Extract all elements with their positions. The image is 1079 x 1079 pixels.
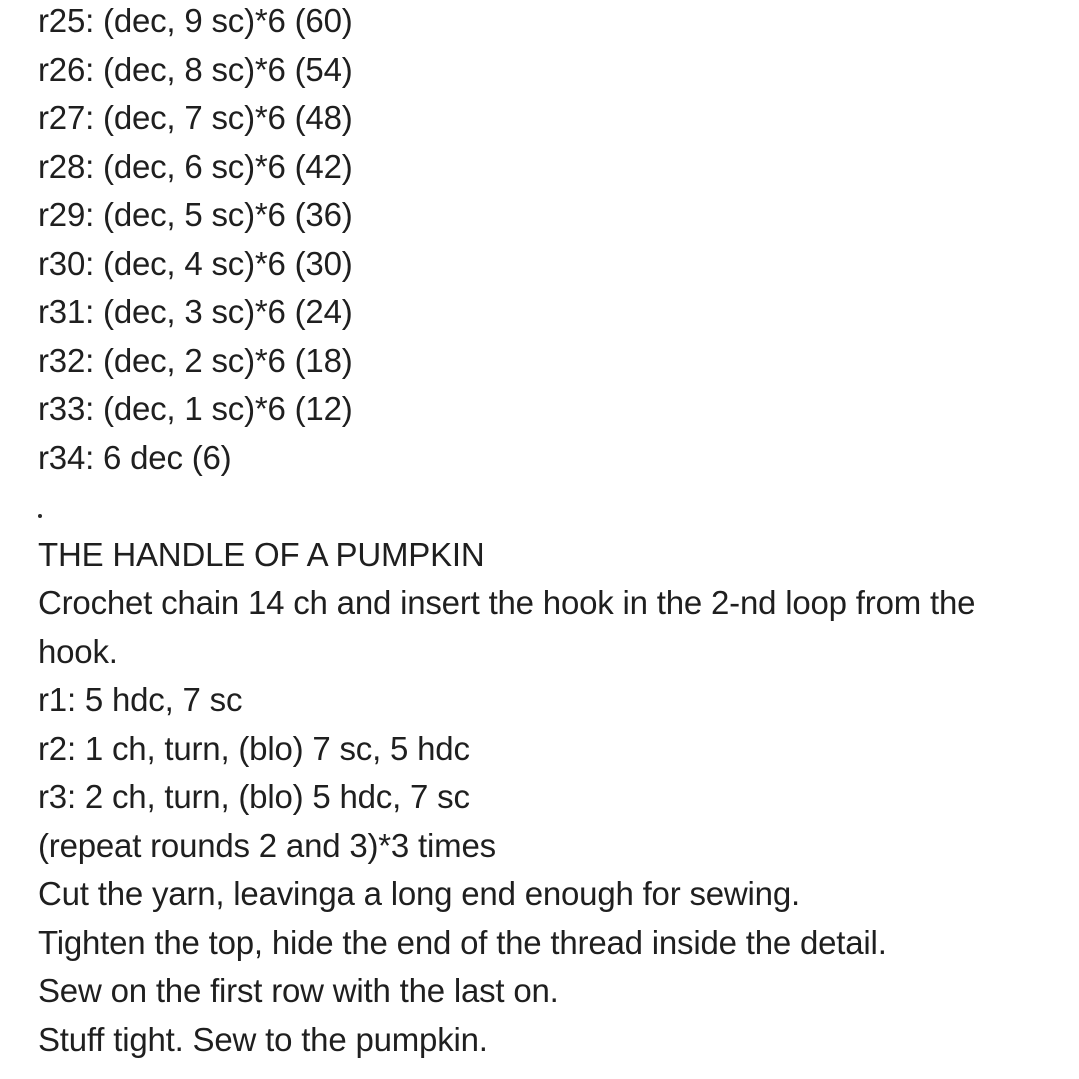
handle-row-r3: r3: 2 ch, turn, (blo) 5 hdc, 7 sc (38, 778, 470, 815)
handle-row-r2: r2: 1 ch, turn, (blo) 7 sc, 5 hdc (38, 729, 470, 767)
pattern-row-r30: r30: (dec, 4 sc)*6 (30) (38, 244, 353, 282)
pattern-row-r31: r31: (dec, 3 sc)*6 (24) (38, 293, 353, 330)
section-separator (38, 482, 1059, 531)
pattern-row-r29: r29: (dec, 5 sc)*6 (36) (38, 196, 353, 233)
instruction-sew-rows: Sew on the first row with the last on. (38, 972, 559, 1009)
section-title: THE HANDLE OF A PUMPKIN (38, 535, 485, 573)
pattern-row-r32: r32: (dec, 2 sc)*6 (18) (38, 341, 353, 379)
decrease-rounds-list (38, 0, 1059, 482)
separator-dot (38, 482, 1059, 531)
pattern-row-r33: r33: (dec, 1 sc)*6 (12) (38, 390, 353, 427)
handle-section (38, 531, 1059, 1065)
pattern-row-r25: r25: (dec, 9 sc)*6 (60) (38, 2, 353, 39)
pattern-document (38, 0, 1059, 1064)
pattern-row-r26: r26: (dec, 8 sc)*6 (54) (38, 50, 353, 88)
instruction-cut-yarn: Cut the yarn, leavinga a long end enough for sewing. (38, 875, 800, 912)
pattern-row-r27: r27: (dec, 7 sc)*6 (48) (38, 99, 353, 136)
pattern-row-r28: r28: (dec, 6 sc)*6 (42) (38, 147, 353, 185)
instruction-stuff-sew: Stuff tight. Sew to the pumpkin. (38, 1020, 488, 1058)
section-intro: Crochet chain 14 ch and insert the hook in the 2-nd loop from the hook. (38, 584, 976, 670)
handle-repeat-note: (repeat rounds 2 and 3)*3 times (38, 826, 496, 864)
pattern-row-r34: r34: 6 dec (6) (38, 438, 232, 476)
instruction-tighten-top: Tighten the top, hide the end of the thread inside the detail. (38, 923, 887, 961)
handle-row-r1: r1: 5 hdc, 7 sc (38, 681, 243, 718)
